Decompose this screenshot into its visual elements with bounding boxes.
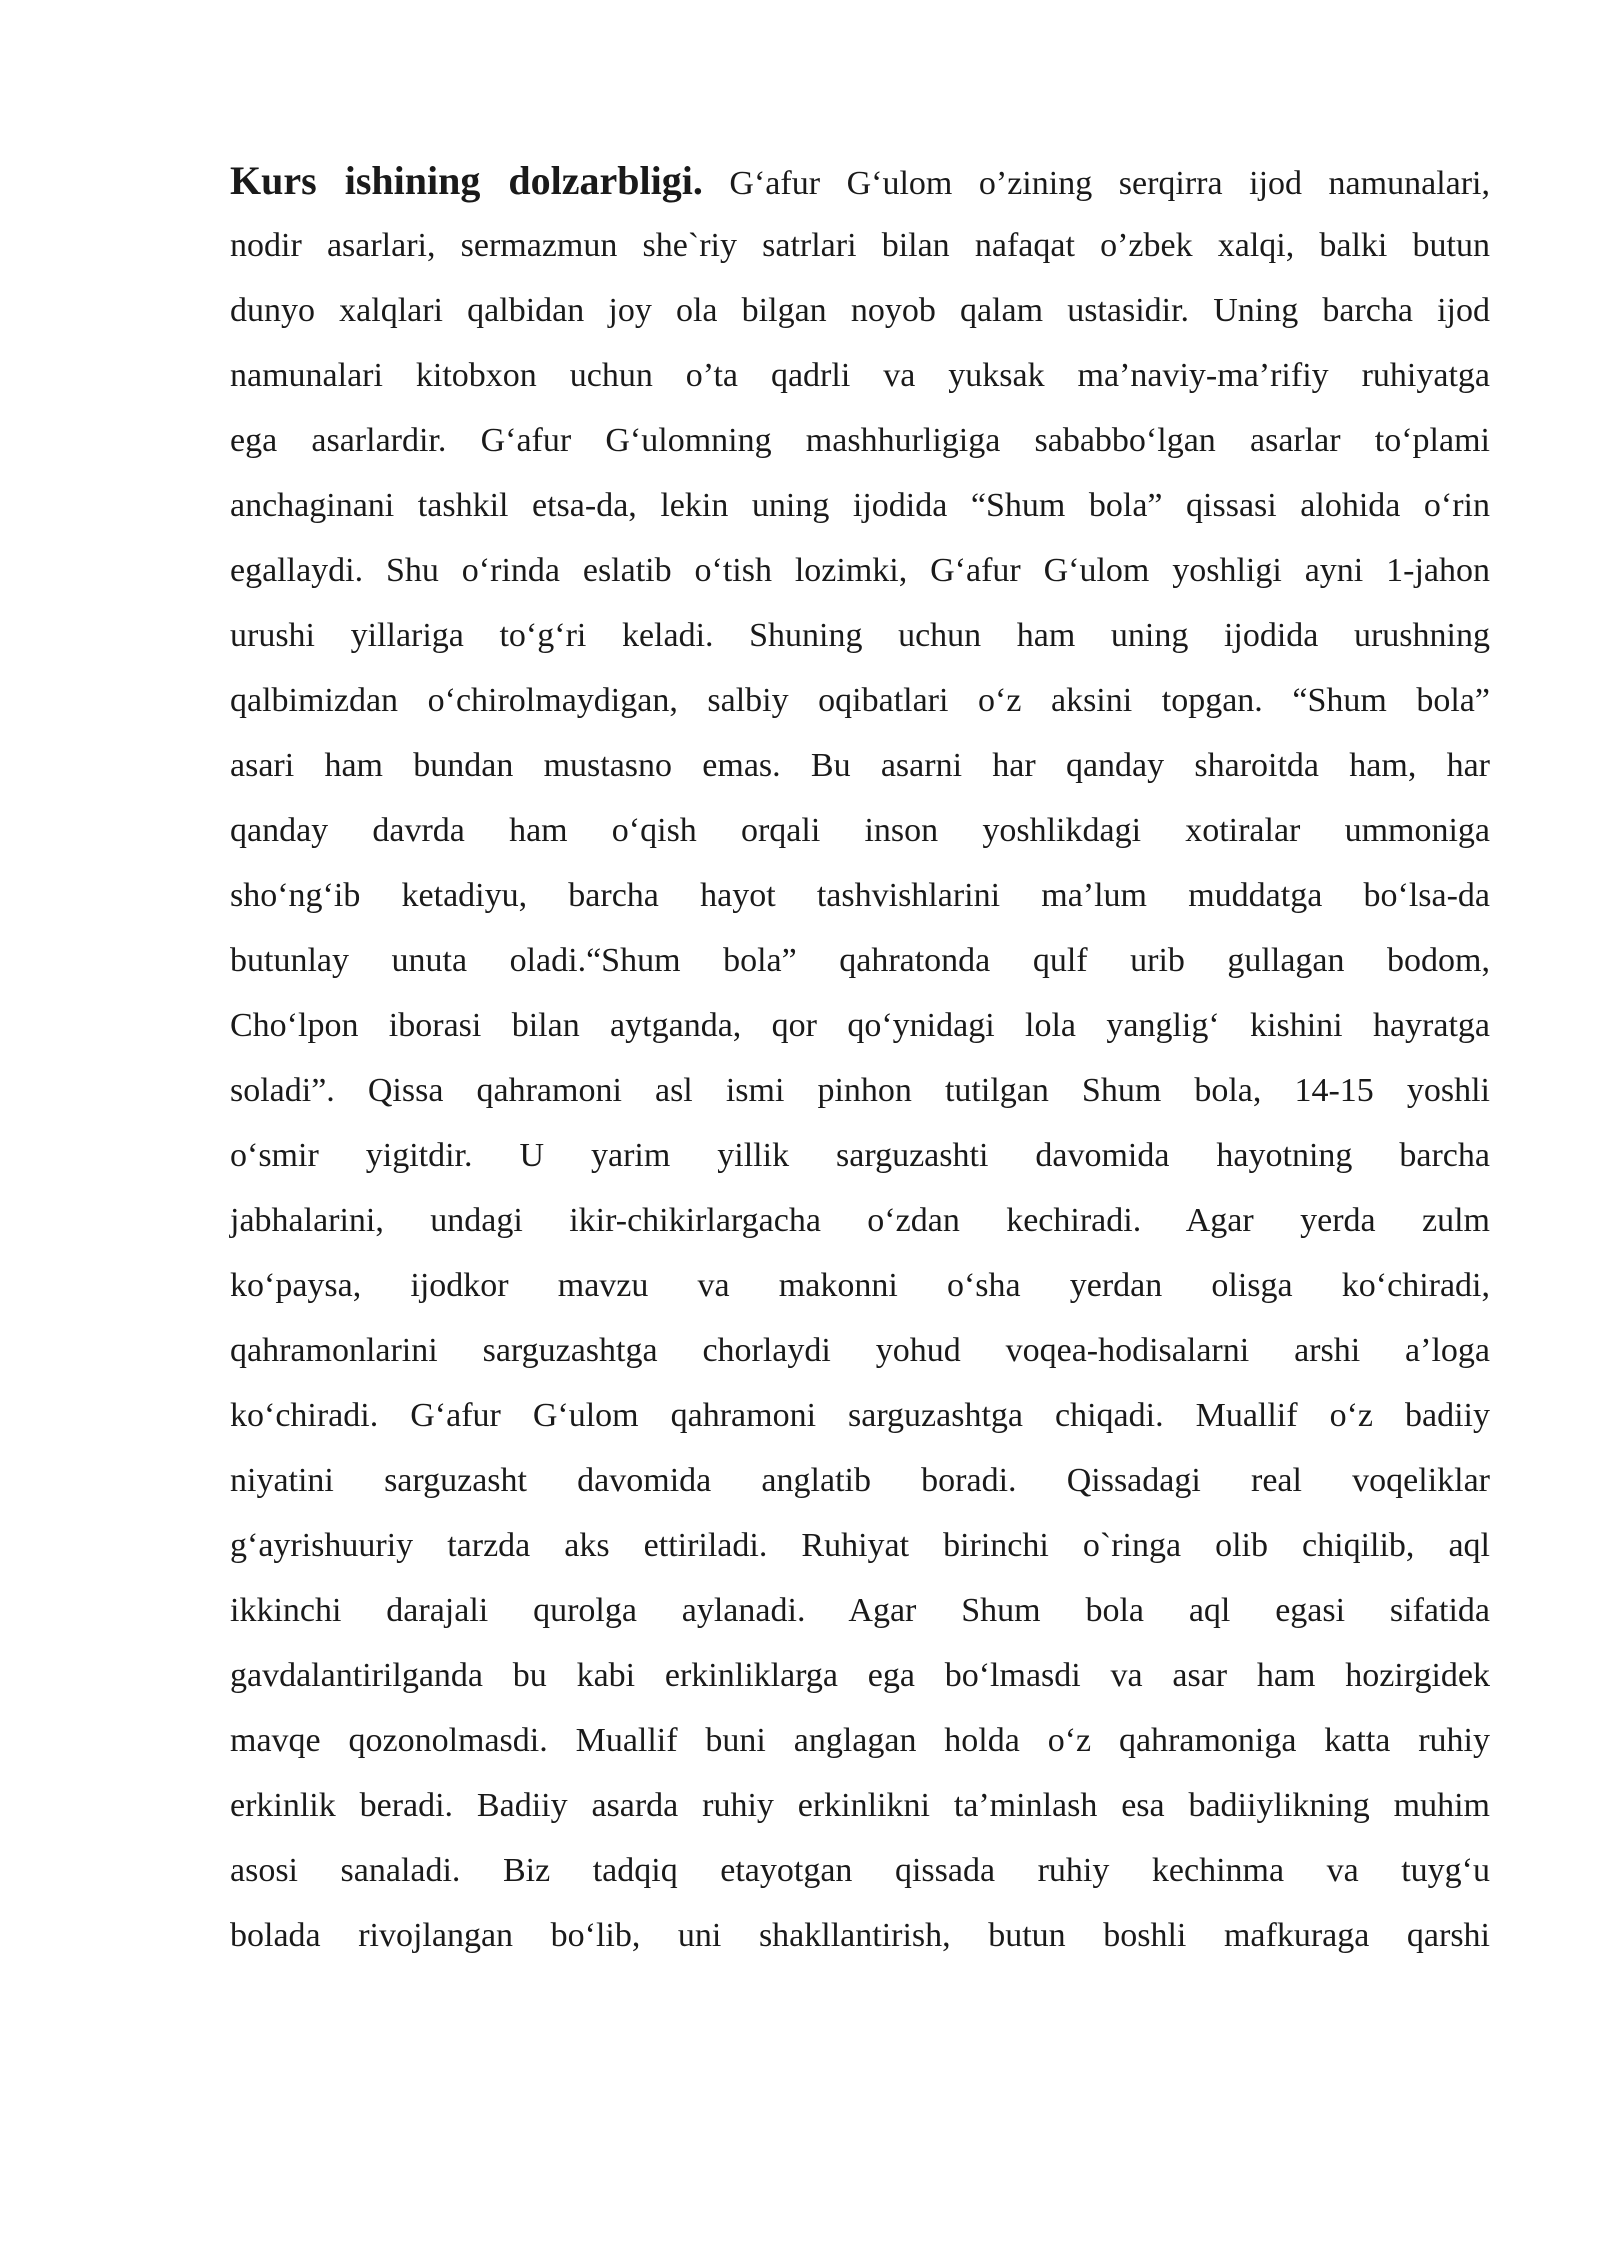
text-line: asari ham bundan mustasno emas. Bu asarni har qanday sharoitda ham, har <box>230 747 1490 784</box>
text-line-content: G‘afur G‘ulom o’zining serqirra ijod namunalari, <box>729 165 1490 202</box>
text-line: asosi sanaladi. Biz tadqiq etayotgan qissada ruhiy kechinma va tuyg‘u <box>230 1852 1490 1889</box>
text-line: ko‘paysa, ijodkor mavzu va makonni o‘sha yerdan olisga ko‘chiradi, <box>230 1267 1490 1304</box>
text-line: g‘ayrishuuriy tarzda aks ettiriladi. Ruhiyat birinchi o`ringa olib chiqilib, aql <box>230 1527 1490 1564</box>
text-line: soladi”. Qissa qahramoni asl ismi pinhon tutilgan Shum bola, 14-15 yoshli <box>230 1072 1490 1109</box>
text-line: bolada rivojlangan bo‘lib, uni shakllantirish, butun boshli mafkuraga qarshi <box>230 1917 1490 1954</box>
text-line: erkinlik beradi. Badiiy asarda ruhiy erkinlikni ta’minlash esa badiiylikning muhim <box>230 1787 1490 1824</box>
text-line: gavdalantirilganda bu kabi erkinliklarga ega bo‘lmasdi va asar ham hozirgidek <box>230 1657 1490 1694</box>
text-line: o‘smir yigitdir. U yarim yillik sarguzashti davomida hayotning barcha <box>230 1137 1490 1174</box>
section-heading: Kurs ishining dolzarbligi. <box>230 158 703 203</box>
text-line: qalbimizdan o‘chirolmaydigan, salbiy oqibatlari o‘z aksini topgan. “Shum bola” <box>230 682 1490 719</box>
text-line: niyatini sarguzasht davomida anglatib boradi. Qissadagi real voqeliklar <box>230 1462 1490 1499</box>
text-line: ko‘chiradi. G‘afur G‘ulom qahramoni sarguzashtga chiqadi. Muallif o‘z badiiy <box>230 1397 1490 1434</box>
text-line: sho‘ng‘ib ketadiyu, barcha hayot tashvishlarini ma’lum muddatga bo‘lsa-da <box>230 877 1490 914</box>
text-line: anchaginani tashkil etsa-da, lekin uning ijodida “Shum bola” qissasi alohida o‘rin <box>230 487 1490 524</box>
text-line: mavqe qozonolmasdi. Muallif buni anglagan holda o‘z qahramoniga katta ruhiy <box>230 1722 1490 1759</box>
body-text <box>230 148 1490 1968</box>
text-line: jabhalarini, undagi ikir-chikirlargacha o‘zdan kechiradi. Agar yerda zulm <box>230 1202 1490 1239</box>
text-line: butunlay unuta oladi.“Shum bola” qahratonda qulf urib gullagan bodom, <box>230 942 1490 979</box>
text-line: Cho‘lpon iborasi bilan aytganda, qor qo‘ynidagi lola yanglig‘ kishini hayratga <box>230 1007 1490 1044</box>
text-line: urushi yillariga to‘g‘ri keladi. Shuning uchun ham uning ijodida urushning <box>230 617 1490 654</box>
text-line: dunyo xalqlari qalbidan joy ola bilgan noyob qalam ustasidir. Uning barcha ijod <box>230 292 1490 329</box>
text-line: namunalari kitobxon uchun o’ta qadrli va yuksak ma’naviy-ma’rifiy ruhiyatga <box>230 357 1490 394</box>
text-line: qahramonlarini sarguzashtga chorlaydi yohud voqea-hodisalarni arshi a’loga <box>230 1332 1490 1369</box>
text-line: ega asarlardir. G‘afur G‘ulomning mashhurligiga sababbo‘lgan asarlar to‘plami <box>230 422 1490 459</box>
text-line: qanday davrda ham o‘qish orqali inson yoshlikdagi xotiralar ummoniga <box>230 812 1490 849</box>
text-line: ikkinchi darajali qurolga aylanadi. Agar Shum bola aql egasi sifatida <box>230 1592 1490 1629</box>
text-line <box>230 148 1490 213</box>
text-line: egallaydi. Shu o‘rinda eslatib o‘tish lozimki, G‘afur G‘ulom yoshligi ayni 1-jahon <box>230 552 1490 589</box>
text-line: nodir asarlari, sermazmun she`riy satrlari bilan nafaqat o’zbek xalqi, balki butun <box>230 227 1490 264</box>
